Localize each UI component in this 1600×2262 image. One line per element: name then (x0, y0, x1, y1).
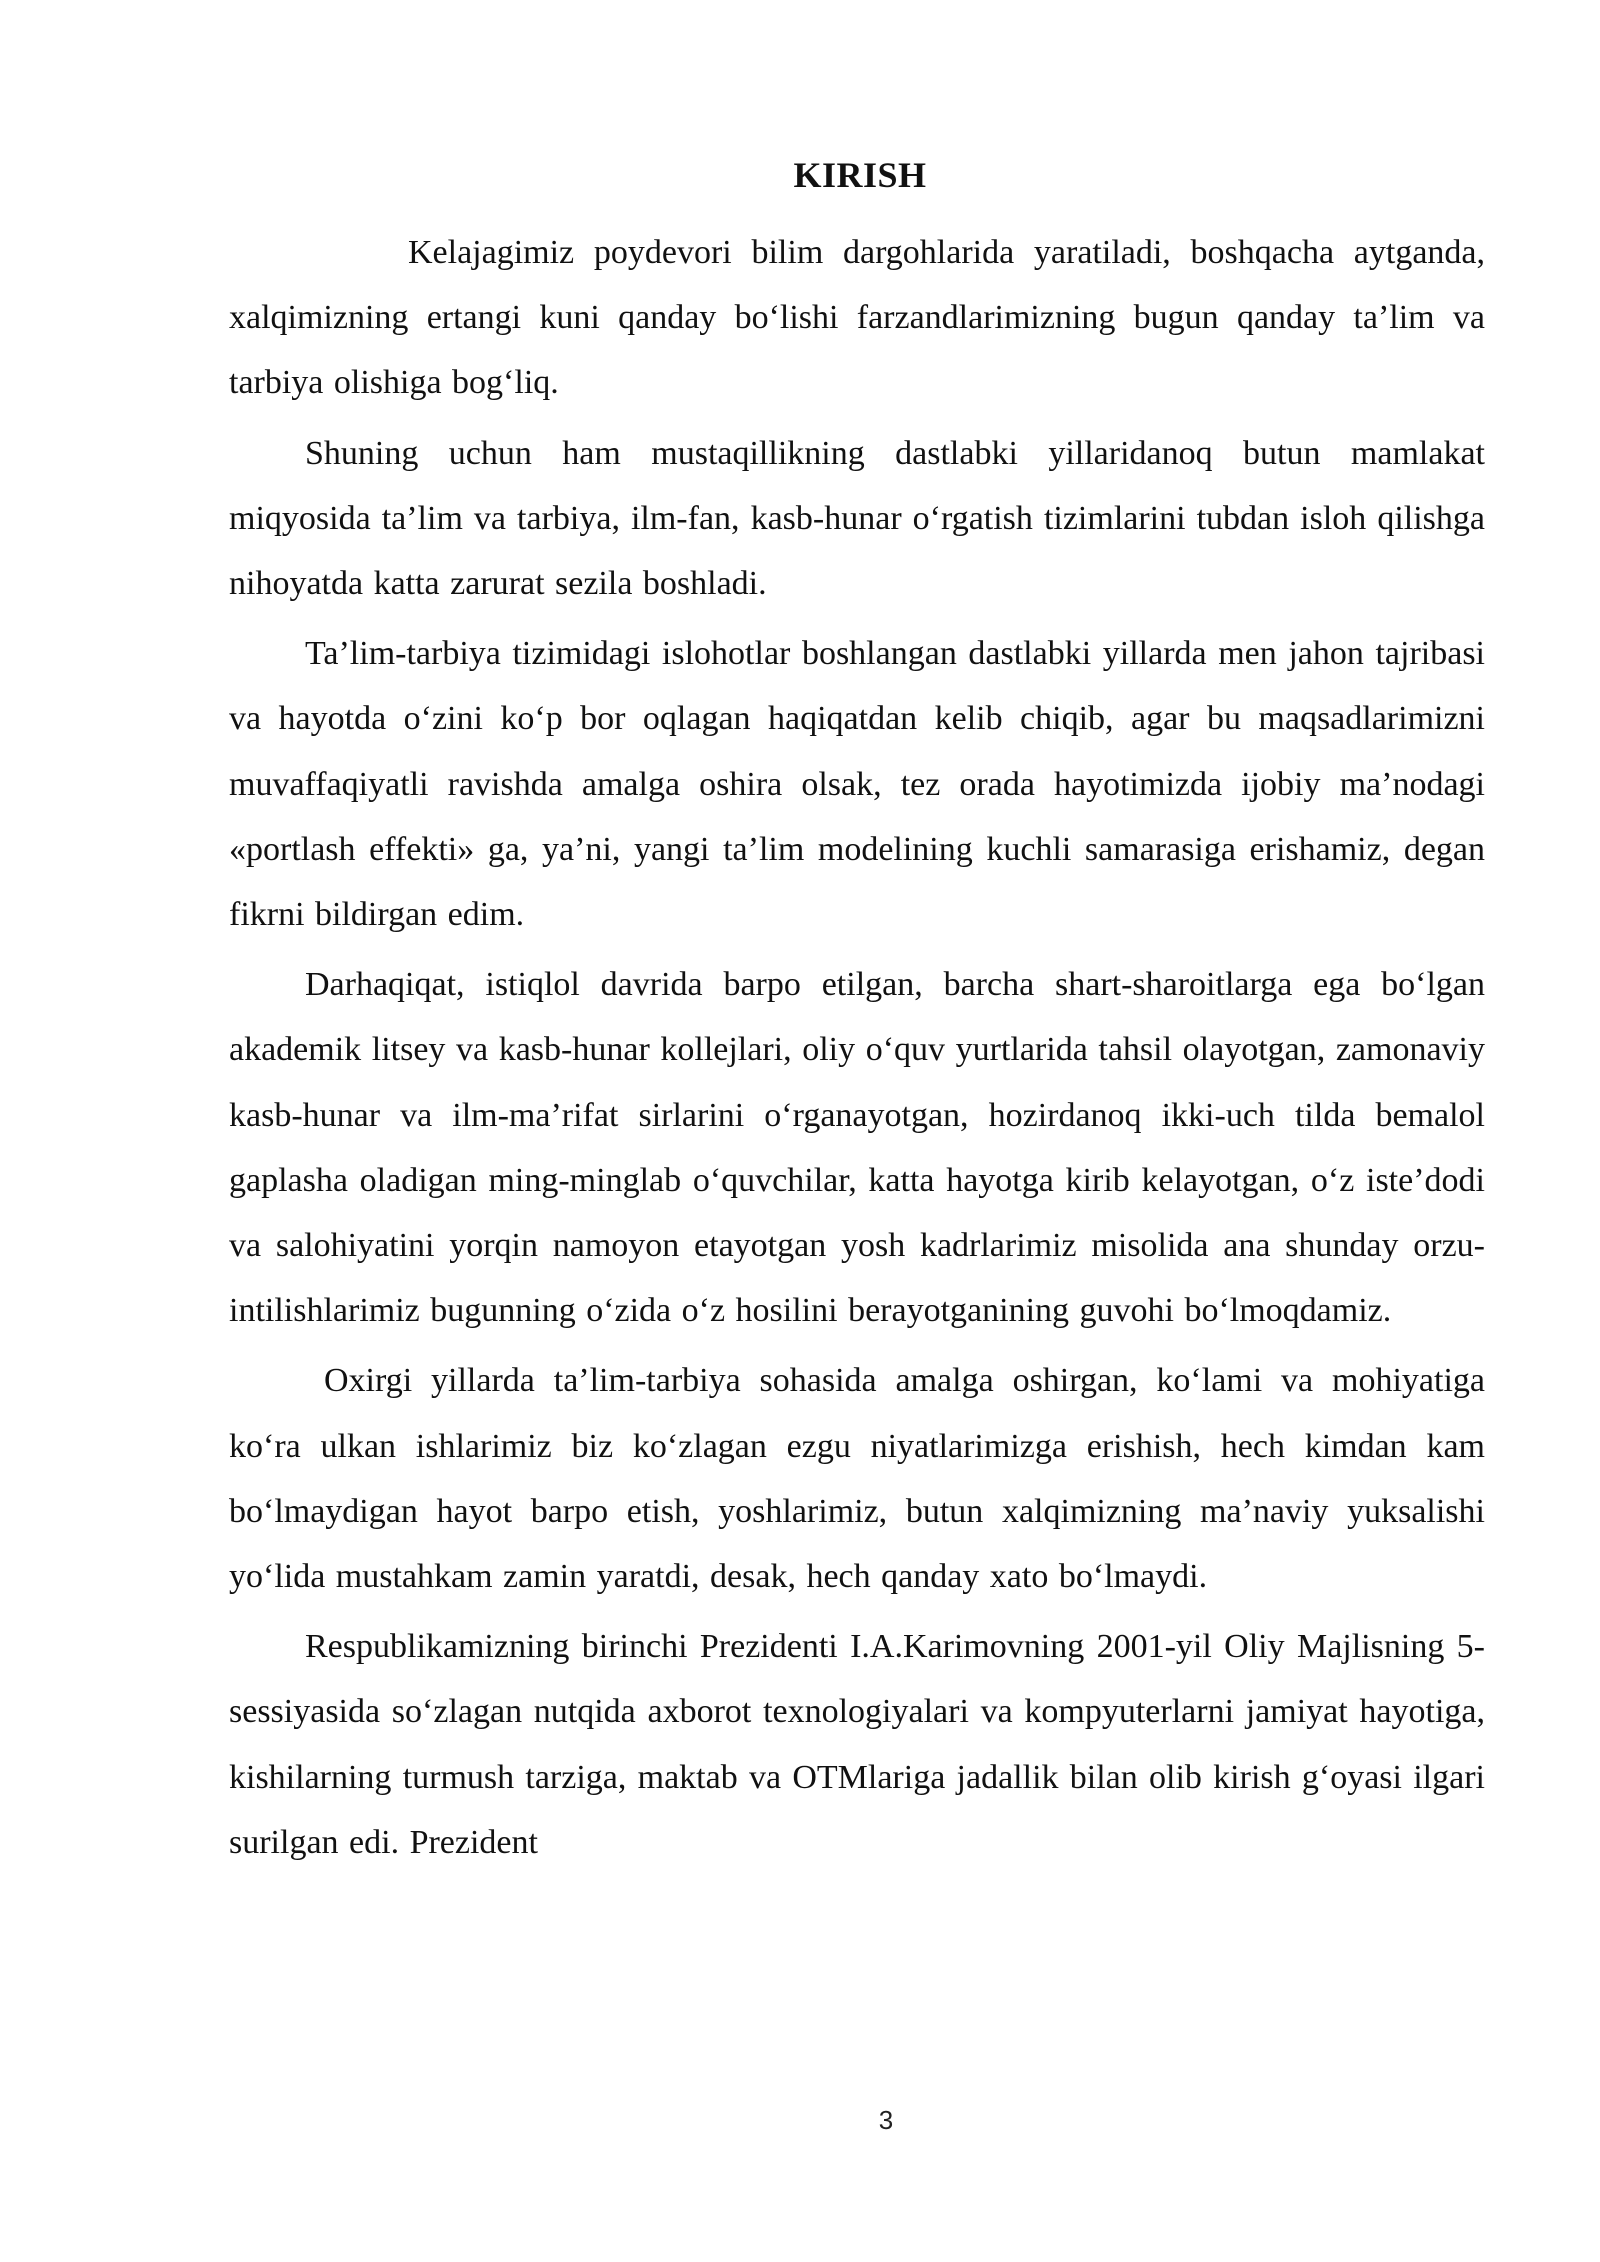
paragraph-2: Shuning uchun ham mustaqillikning dastlabki yillaridanoq butun mamlakat miqyosida ta’lim va tarbiya, ilm-fan, kasb-hunar o‘rgatish tizimlarini tubdan isloh qilishga nihoyatda katta zarurat sezila boshladi. (229, 434, 1485, 603)
page-heading: KIRISH (793, 155, 927, 195)
paragraph-3: Ta’lim-tarbiya tizimidagi islohotlar boshlangan dastlabki yillarda men jahon tajribasi va hayotda o‘zini ko‘p bor oqlagan haqiqatdan kelib chiqib, agar bu maqsadlarimizni muvaffaqiyatli ravishda amalga oshira olsak, tez orada hayotimizda ijobiy ma’nodagi «portlash effekti» ga, ya’ni, yangi ta’lim modelining kuchli samarasiga erishamiz, degan fikrni bildirgan edim. (229, 635, 1485, 934)
paragraph-5: Oxirgi yillarda ta’lim-tarbiya sohasida amalga oshirgan, ko‘lami va mohiyatiga ko‘ra ulkan ishlarimiz biz ko‘zlagan ezgu niyatlarimizga erishish, hech kimdan kam bo‘lmaydigan hayot barpo etish, yoshlarimiz, butun xalqimizning ma’naviy yuksalishi yo‘lida mustahkam zamin yaratdi, desak, hech qanday xato bo‘lmaydi. (229, 1362, 1485, 1596)
paragraph-1: Kelajagimiz poydevori bilim dargohlarida yaratiladi, boshqacha aytganda, xalqimizning ertangi kuni qanday bo‘lishi farzandlarimizning bugun qanday ta’lim va tarbiya olishiga bog‘liq. (229, 234, 1485, 402)
page-number: 3 (878, 2105, 894, 2135)
paragraph-6: Respublikamizning birinchi Prezidenti I.A.Karimovning 2001-yil Oliy Majlisning 5-sessiyasida so‘zlagan nutqida axborot texnologiyalari va kompyuterlarni jamiyat hayotiga, kishilarning turmush tarziga, maktab va OTMlariga jadallik bilan olib kirish g‘oyasi ilgari surilgan edi. Prezident (229, 1628, 1485, 1861)
body-text (229, 220, 1485, 1880)
paragraph-4: Darhaqiqat, istiqlol davrida barpo etilgan, barcha shart-sharoitlarga ega bo‘lgan akademik litsey va kasb-hunar kollejlari, oliy o‘quv yurtlarida tahsil olayotgan, zamonaviy kasb-hunar va ilm-ma’rifat sirlarini o‘rganayotgan, hozirdanoq ikki-uch tilda bemalol gaplasha oladigan ming-minglab o‘quvchilar, katta hayotga kirib kelayotgan, o‘z iste’dodi va salohiyatini yorqin namoyon etayotgan yosh kadrlarimiz misolida ana shunday orzu-intilishlarimiz bugunning o‘zida o‘z hosilini berayotganining guvohi bo‘lmoqdamiz. (229, 966, 1485, 1330)
